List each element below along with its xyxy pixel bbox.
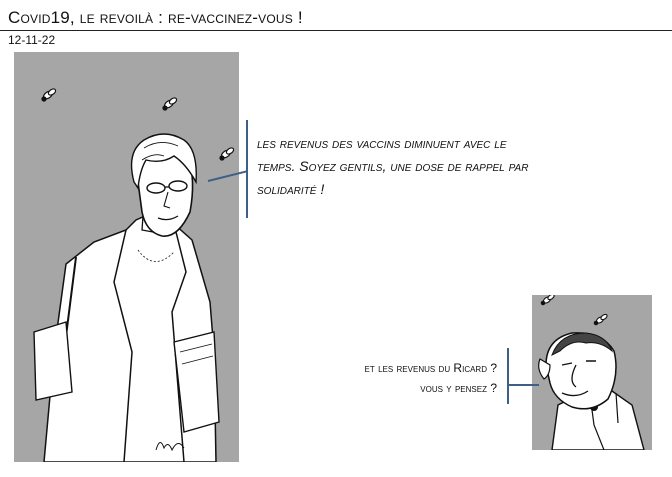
speech-pointer [507,384,539,386]
fly-icon [220,147,235,160]
speech-text-right [300,358,497,398]
speech-bracket [507,348,509,404]
cartoon-title: Covid19, le revoilà : re-vaccinez-vous ! [8,8,303,27]
fly-icon [541,295,555,305]
title-divider [0,30,672,31]
publication-date: 12-11-22 [8,33,56,47]
speech-line: temps. Soyez gentils, une dose de rappel par [257,158,529,174]
right-drawing-panel [532,295,652,450]
fly-icon [594,313,608,324]
speech-line: et les revenus du Ricard ? [364,361,497,375]
speech-line: solidarité ! [257,181,325,197]
left-drawing-panel [14,52,239,462]
speech-line: les revenus des vaccins diminuent avec le [257,135,507,151]
fly-icon [163,97,178,110]
speech-bracket [246,120,248,218]
woman-illustration [14,52,239,462]
man-illustration [532,295,652,450]
speech-text-main [257,132,587,201]
fly-icon [42,88,57,101]
speech-line: vous y pensez ? [420,381,497,395]
